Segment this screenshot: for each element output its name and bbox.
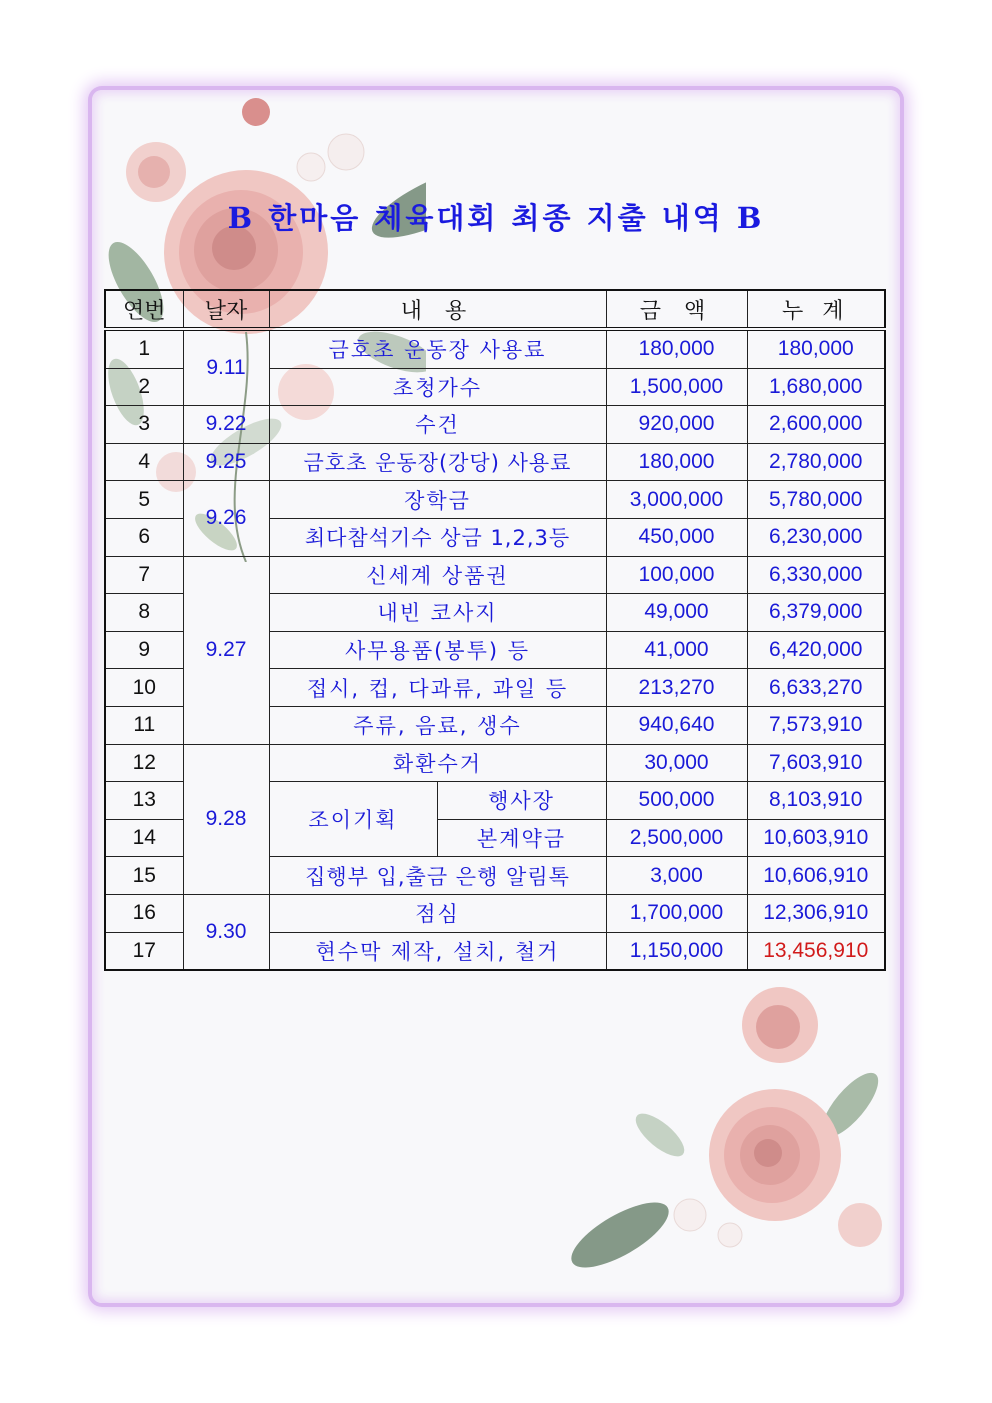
row-no: 17 (105, 932, 183, 970)
row-amount: 3,000 (606, 857, 747, 895)
row-amount: 500,000 (606, 782, 747, 820)
row-amount: 41,000 (606, 631, 747, 669)
row-content: 본계약금 (437, 819, 606, 857)
row-content: 장학금 (269, 481, 606, 519)
row-no: 6 (105, 518, 183, 556)
row-cumulative: 8,103,910 (747, 782, 885, 820)
row-amount: 2,500,000 (606, 819, 747, 857)
row-amount: 3,000,000 (606, 481, 747, 519)
row-cumulative: 5,780,000 (747, 481, 885, 519)
table-row (105, 443, 885, 481)
row-no: 1 (105, 329, 183, 368)
row-cumulative: 10,606,910 (747, 857, 885, 895)
table-row (105, 481, 885, 519)
header-date: 날자 (183, 290, 269, 329)
row-no: 11 (105, 706, 183, 744)
row-cumulative: 12,306,910 (747, 894, 885, 932)
header-no: 연번 (105, 290, 183, 329)
row-content: 최다참석기수 상금 1,2,3등 (269, 518, 606, 556)
header-amount: 금 액 (606, 290, 747, 329)
row-amount: 920,000 (606, 406, 747, 444)
table-row (105, 744, 885, 782)
floral-decoration-bottom (560, 985, 890, 1295)
row-cumulative: 10,603,910 (747, 819, 885, 857)
row-content: 집행부 입,출금 은행 알림톡 (269, 857, 606, 895)
row-date: 9.27 (183, 556, 269, 744)
expense-table (104, 289, 886, 971)
row-no: 14 (105, 819, 183, 857)
row-cumulative: 180,000 (747, 329, 885, 368)
row-no: 13 (105, 782, 183, 820)
row-amount: 940,640 (606, 706, 747, 744)
row-no: 7 (105, 556, 183, 594)
header-content: 내 용 (269, 290, 606, 329)
row-date: 9.25 (183, 443, 269, 481)
row-cumulative: 6,330,000 (747, 556, 885, 594)
row-no: 10 (105, 669, 183, 707)
row-no: 8 (105, 594, 183, 632)
row-date: 9.26 (183, 481, 269, 556)
row-amount: 1,500,000 (606, 368, 747, 406)
row-no: 16 (105, 894, 183, 932)
row-date: 9.11 (183, 329, 269, 406)
row-content: 금호초 운동장 사용료 (269, 329, 606, 368)
table-row (105, 329, 885, 368)
header-cumulative: 누 계 (747, 290, 885, 329)
row-no: 12 (105, 744, 183, 782)
row-date: 9.30 (183, 894, 269, 970)
row-content: 내빈 코사지 (269, 594, 606, 632)
row-amount: 180,000 (606, 329, 747, 368)
row-content: 사무용품(봉투) 등 (269, 631, 606, 669)
row-content: 수건 (269, 406, 606, 444)
table-header-row (105, 290, 885, 329)
row-content: 금호초 운동장(강당) 사용료 (269, 443, 606, 481)
row-content: 현수막 제작, 설치, 철거 (269, 932, 606, 970)
row-content: 접시, 컵, 다과류, 과일 등 (269, 669, 606, 707)
row-content: 점심 (269, 894, 606, 932)
table-row (105, 894, 885, 932)
row-content: 화환수거 (269, 744, 606, 782)
row-no: 3 (105, 406, 183, 444)
row-no: 5 (105, 481, 183, 519)
row-cumulative: 7,603,910 (747, 744, 885, 782)
row-no: 9 (105, 631, 183, 669)
row-cumulative: 2,780,000 (747, 443, 885, 481)
row-cumulative: 2,600,000 (747, 406, 885, 444)
row-no: 2 (105, 368, 183, 406)
row-no: 15 (105, 857, 183, 895)
row-date: 9.22 (183, 406, 269, 444)
row-amount: 213,270 (606, 669, 747, 707)
row-date: 9.28 (183, 744, 269, 894)
row-content-group: 조이기획 (269, 782, 437, 857)
row-cumulative: 6,379,000 (747, 594, 885, 632)
row-content: 신세계 상품권 (269, 556, 606, 594)
row-cumulative: 6,420,000 (747, 631, 885, 669)
row-cumulative-total: 13,456,910 (747, 932, 885, 970)
row-amount: 100,000 (606, 556, 747, 594)
row-cumulative: 6,230,000 (747, 518, 885, 556)
row-amount: 30,000 (606, 744, 747, 782)
table-row (105, 556, 885, 594)
row-no: 4 (105, 443, 183, 481)
page-title: B 한마음 체육대회 최종 지출 내역 B (227, 201, 765, 235)
row-content: 행사장 (437, 782, 606, 820)
row-cumulative: 1,680,000 (747, 368, 885, 406)
row-amount: 1,700,000 (606, 894, 747, 932)
row-amount: 1,150,000 (606, 932, 747, 970)
row-amount: 180,000 (606, 443, 747, 481)
row-cumulative: 7,573,910 (747, 706, 885, 744)
row-amount: 49,000 (606, 594, 747, 632)
row-amount: 450,000 (606, 518, 747, 556)
row-cumulative: 6,633,270 (747, 669, 885, 707)
row-content: 초청가수 (269, 368, 606, 406)
table-row (105, 406, 885, 444)
row-content: 주류, 음료, 생수 (269, 706, 606, 744)
